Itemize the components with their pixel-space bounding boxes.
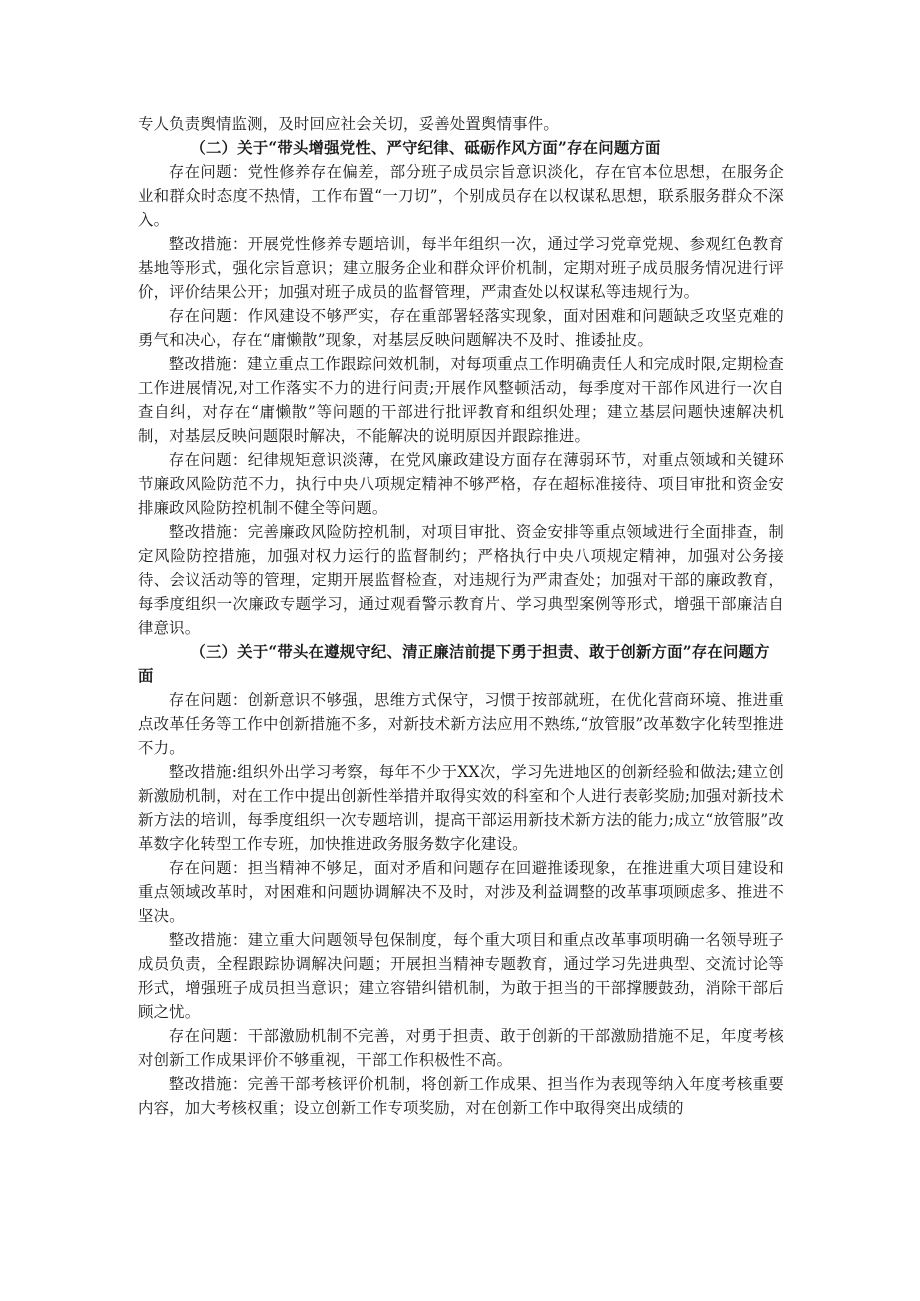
problem-paragraph: 存在问题：担当精神不够足，面对矛盾和问题存在回避推诿现象，在推进重大项目建设和重点领域改革时，对困难和问题协调解决不及时，对涉及利益调整的改革事项顾虑多、推进不坚决。	[138, 859, 784, 925]
measure-paragraph: 整改措施：完善干部考核评价机制，将创新工作成果、担当作为表现等纳入年度考核重要内容，加大考核权重；设立创新工作专项奖励，对在创新工作中取得突出成绩的	[138, 1075, 784, 1117]
problem-paragraph: 存在问题：作风建设不够严实，存在重部署轻落实现象，面对困难和问题缺乏攻坚克难的勇气和决心，存在“庸懒散”现象，对基层反映问题解决不及时、推诿扯皮。	[138, 307, 784, 349]
section-heading-3: （三）关于“带头在遵规守纪、清正廉洁前提下勇于担责、敢于创新方面”存在问题方面	[138, 643, 770, 685]
section-heading-2: （二）关于“带头增强党性、严守纪律、砥砺作风方面”存在问题方面	[190, 139, 661, 157]
document-page	[138, 112, 784, 1120]
measure-paragraph: 整改措施：建立重点工作跟踪问效机制，对每项重点工作明确责任人和完成时限,定期检查工作进展情况,对工作落实不力的进行问责;开展作风整顿活动，每季度对干部作风进行一次自查自纠，对存在“庸懒散”等问题的干部进行批评教育和组织处理；建立基层问题快速解决机制，对基层反映问题限时解决，不能解决的说明原因并跟踪推进。	[138, 355, 784, 445]
measure-paragraph: 整改措施：开展党性修养专题培训，每半年组织一次，通过学习党章党规、参观红色教育基地等形式，强化宗旨意识；建立服务企业和群众评价机制，定期对班子成员服务情况进行评价，评价结果公开；加强对班子成员的监督管理，严肃查处以权谋私等违规行为。	[138, 235, 784, 301]
measure-paragraph: 整改措施：完善廉政风险防控机制，对项目审批、资金安排等重点领域进行全面排查，制定风险防控措施，加强对权力运行的监督制约；严格执行中央八项规定精神，加强对公务接待、会议活动等的管理，定期开展监督检查，对违规行为严肃查处；加强对干部的廉政教育，每季度组织一次廉政专题学习，通过观看警示教育片、学习典型案例等形式，增强干部廉洁自律意识。	[138, 523, 784, 637]
problem-paragraph: 存在问题：党性修养存在偏差，部分班子成员宗旨意识淡化，存在官本位思想，在服务企业和群众时态度不热情，工作布置“一刀切”，个别成员存在以权谋私思想，联系服务群众不深入。	[138, 163, 784, 229]
intro-paragraph: 专人负责舆情监测，及时回应社会关切，妥善处置舆情事件。	[138, 115, 559, 133]
problem-paragraph: 存在问题：创新意识不够强，思维方式保守，习惯于按部就班，在优化营商环境、推进重点改革任务等工作中创新措施不多，对新技术新方法应用不熟练,“放管服”改革数字化转型推进不力。	[138, 691, 784, 757]
problem-paragraph: 存在问题：干部激励机制不完善，对勇于担责、敢于创新的干部激励措施不足，年度考核对创新工作成果评价不够重视，干部工作积极性不高。	[138, 1027, 784, 1069]
problem-paragraph: 存在问题：纪律规矩意识淡薄，在党风廉政建设方面存在薄弱环节，对重点领域和关键环节廉政风险防范不力，执行中央八项规定精神不够严格，存在超标准接待、项目审批和资金安排廉政风险防控机制不健全等问题。	[138, 451, 784, 517]
measure-paragraph: 整改措施：建立重大问题领导包保制度，每个重大项目和重点改革事项明确一名领导班子成员负责，全程跟踪协调解决问题；开展担当精神专题教育，通过学习先进典型、交流讨论等形式，增强班子成员担当意识；建立容错纠错机制，为敢于担当的干部撑腰鼓劲，消除干部后顾之忧。	[138, 931, 784, 1021]
measure-paragraph: 整改措施:组织外出学习考察，每年不少于XX次，学习先进地区的创新经验和做法;建立创新激励机制，对在工作中提出创新性举措并取得实效的科室和个人进行表彰奖励;加强对新技术新方法的培训，每季度组织一次专题培训，提高干部运用新技术新方法的能力;成立“放管服”改革数字化转型工作专班，加快推进政务服务数字化建设。	[138, 763, 784, 853]
